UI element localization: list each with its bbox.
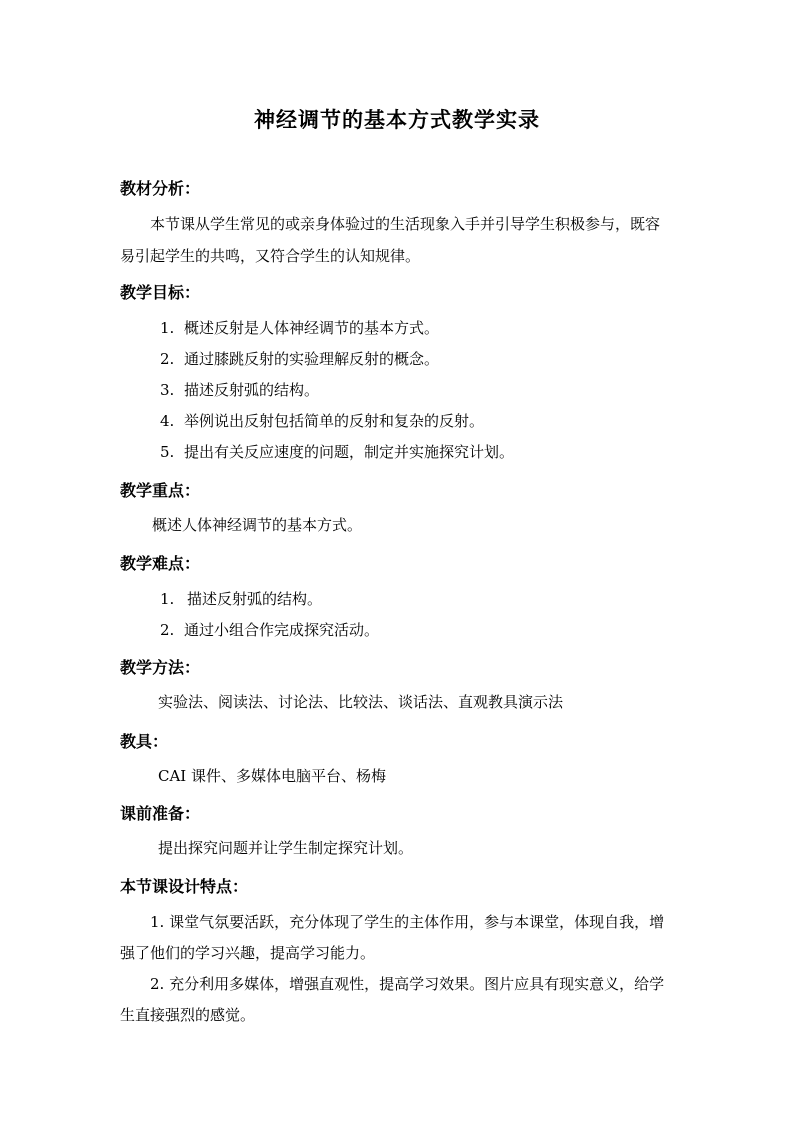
document-title: 神经调节的基本方式教学实录 (254, 107, 540, 132)
methods-heading: 教学方法： (120, 658, 201, 677)
tools-text: CAI 课件、多媒体电脑平台、杨梅 (158, 767, 387, 785)
goal-item-2: 2. 通过膝跳反射的实验理解反射的概念。 (160, 350, 440, 368)
goal-item-1: 1. 概述反射是人体神经调节的基本方式。 (160, 319, 440, 337)
difficulty-item-2: 2. 通过小组合作完成探究活动。 (160, 621, 380, 639)
keypoints-heading: 教学重点： (120, 481, 201, 500)
features-line-1: 1. 课堂气氛要活跃，充分体现了学生的主体作用，参与本课堂，体现自我，增 (150, 913, 665, 931)
methods-text: 实验法、阅读法、讨论法、比较法、谈话法、直观教具演示法 (158, 693, 564, 711)
difficulties-heading: 教学难点： (120, 554, 201, 573)
goal-item-3: 3. 描述反射弧的结构。 (160, 381, 320, 399)
features-line-4: 生直接强烈的感觉。 (120, 1006, 256, 1024)
tools-heading: 教具： (120, 732, 169, 751)
features-heading: 本节课设计特点： (120, 877, 249, 896)
preparation-heading: 课前准备： (120, 804, 201, 823)
analysis-line-2: 易引起学生的共鸣，又符合学生的认知规律。 (120, 247, 421, 265)
goals-heading: 教学目标： (120, 283, 201, 302)
analysis-heading: 教材分析： (120, 179, 201, 198)
goal-item-4: 4. 举例说出反射包括简单的反射和复杂的反射。 (160, 412, 485, 430)
features-line-3: 2. 充分利用多媒体，增强直观性，提高学习效果。图片应具有现实意义，给学 (150, 975, 665, 993)
preparation-text: 提出探究问题并让学生制定探究计划。 (158, 839, 414, 857)
analysis-line-1: 本节课从学生常见的或亲身体验过的生活现象入手并引导学生积极参与，既容 (150, 215, 661, 233)
goal-item-5: 5. 提出有关反应速度的问题，制定并实施探究计划。 (160, 443, 515, 461)
features-line-2: 强了他们的学习兴趣，提高学习能力。 (120, 944, 376, 962)
keypoints-text: 概述人体神经调节的基本方式。 (152, 516, 363, 534)
difficulty-item-1: 1. 描述反射弧的结构。 (160, 590, 323, 608)
